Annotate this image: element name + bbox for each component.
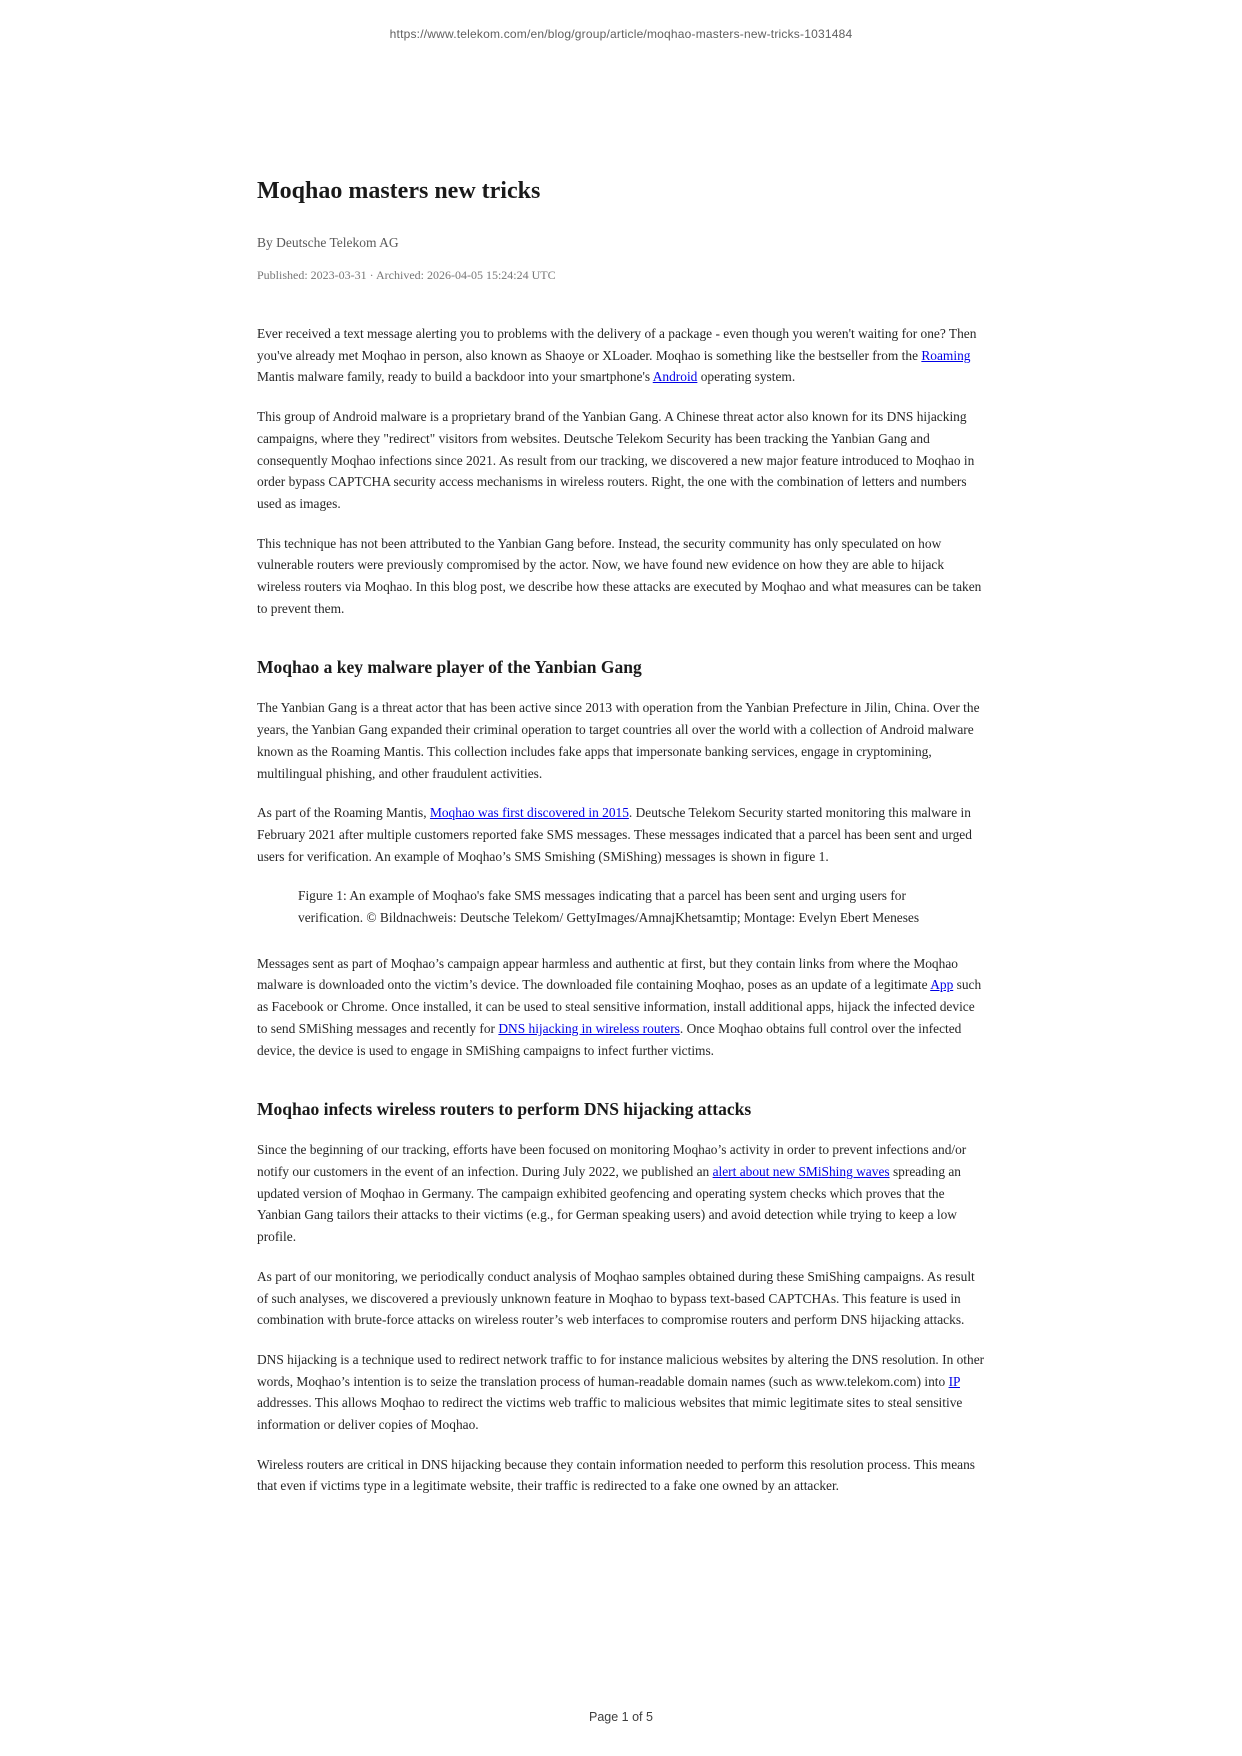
article-paragraph: DNS hijacking is a technique used to redirect network traffic to for instance malicious websites by altering the DNS resolution. In other words, Moqhao’s intention is to seize the translation process of human-readable domain names (such as www.telekom.com) into IP addresses. This allows Moqhao to redirect the victims web traffic to malicious websites that mimic legitimate sites to steal sensitive information or deliver copies of Moqhao.: [257, 1351, 985, 1433]
inline-link[interactable]: alert about new SMiShing waves: [712, 1163, 890, 1179]
section-heading: Moqhao infects wireless routers to perform DNS hijacking attacks: [257, 1099, 752, 1120]
page-footer: Page 1 of 5: [589, 1710, 653, 1724]
article-title: Moqhao masters new tricks: [257, 178, 541, 204]
article-paragraph: This technique has not been attributed to the Yanbian Gang before. Instead, the security community has only speculated on how vulnerable routers were previously compromised by the actor. Now, we have found new evidence on how they are able to hijack wireless routers via Moqhao. In this blog post, we describe how these attacks are executed by Moqhao and what measures can be taken to prevent them.: [257, 535, 982, 616]
inline-link[interactable]: IP: [948, 1373, 960, 1389]
article-byline: By Deutsche Telekom AG: [257, 235, 399, 250]
figure-caption: Figure 1: An example of Moqhao's fake SMS messages indicating that a parcel has been sent and urging users for verification. © Bildnachweis: Deutsche Telekom/ GettyImages/AmnajKhetsamtip; Montage: Evelyn Ebert Meneses: [298, 888, 920, 926]
article-body: [257, 323, 986, 1497]
article-meta: Published: 2023-03-31 · Archived: 2026-04-05 15:24:24 UTC: [257, 268, 556, 282]
inline-link[interactable]: Android: [652, 369, 698, 385]
article: [257, 176, 986, 1515]
article-paragraph: As part of our monitoring, we periodically conduct analysis of Moqhao samples obtained during these SmiShing campaigns. As result of such analyses, we discovered a previously unknown feature in Moqhao to bypass text-based CAPTCHAs. This feature is used in combination with brute-force attacks on wireless router’s web interfaces to compromise routers and perform DNS hijacking attacks.: [257, 1268, 975, 1328]
article-paragraph: This group of Android malware is a proprietary brand of the Yanbian Gang. A Chinese threat actor also known for its DNS hijacking campaigns, where they "redirect" visitors from websites. Deutsche Telekom Security has been tracking the Yanbian Gang and consequently Moqhao infections since 2021. As result from our tracking, we discovered a new major feature introduced to Moqhao in order bypass CAPTCHA security access mechanisms in wireless routers. Right, the one with the combination of letters and numbers used as images.: [257, 409, 975, 511]
inline-link[interactable]: Roaming: [921, 347, 971, 363]
article-paragraph: Messages sent as part of Moqhao’s campaign appear harmless and authentic at first, but they contain links from where the Moqhao malware is downloaded onto the victim’s device. The downloaded file containing Moqhao, poses as an update of a legitimate App such as Facebook or Chrome. Once installed, it can be used to steal sensitive information, install additional apps, hijack the infected device to send SMiShing messages and recently for DNS hijacking in wireless routers. Once Moqhao obtains full control over the infected device, the device is used to engage in SMiShing campaigns to infect further victims.: [257, 955, 982, 1058]
article-paragraph: The Yanbian Gang is a threat actor that has been active since 2013 with operation from the Yanbian Prefecture in Jilin, China. Over the years, the Yanbian Gang expanded their criminal operation to target countries all over the world with a collection of Android malware known as the Roaming Mantis. This collection includes fake apps that impersonate banking services, engage in cryptomining, multilingual phishing, and other fraudulent activities.: [257, 700, 980, 781]
article-paragraph: Since the beginning of our tracking, efforts have been focused on monitoring Moqhao’s activity in order to prevent infections and/or notify our customers in the event of an infection. During July 2022, we published an alert about new SMiShing waves spreading an updated version of Moqhao in Germany. The campaign exhibited geofencing and operating system checks which proves that the Yanbian Gang tailors their attacks to their victims (e.g., for German speaking users) and avoid detection while trying to keep a low profile.: [257, 1142, 967, 1245]
inline-link[interactable]: Moqhao was first discovered in 2015: [429, 805, 629, 821]
inline-link[interactable]: App: [930, 977, 954, 993]
inline-link[interactable]: DNS hijacking in wireless routers: [498, 1020, 680, 1036]
article-paragraph: Wireless routers are critical in DNS hijacking because they contain information needed to perform this resolution process. This means that even if victims type in a legitimate website, their traffic is redirected to a fake one owned by an attacker.: [257, 1456, 976, 1494]
section-heading: Moqhao a key malware player of the Yanbian Gang: [257, 657, 642, 678]
article-paragraph: Ever received a text message alerting you to problems with the delivery of a package - even though you weren't waiting for one? Then you've already met Moqhao in person, also known as Shaoye or XLoader. Moqhao is something like the bestseller from the Roaming Mantis malware family, ready to build a backdoor into your smartphone's Android operating system.: [257, 326, 977, 385]
article-paragraph: As part of the Roaming Mantis, Moqhao was first discovered in 2015. Deutsche Telekom Security started monitoring this malware in February 2021 after multiple customers reported fake SMS messages. These messages indicated that a parcel has been sent and urged users for verification. An example of Moqhao’s SMS Smishing (SMiShing) messages is shown in figure 1.: [257, 805, 972, 864]
page-url-header: https://www.telekom.com/en/blog/group/article/moqhao-masters-new-tricks-1031484: [389, 27, 853, 41]
